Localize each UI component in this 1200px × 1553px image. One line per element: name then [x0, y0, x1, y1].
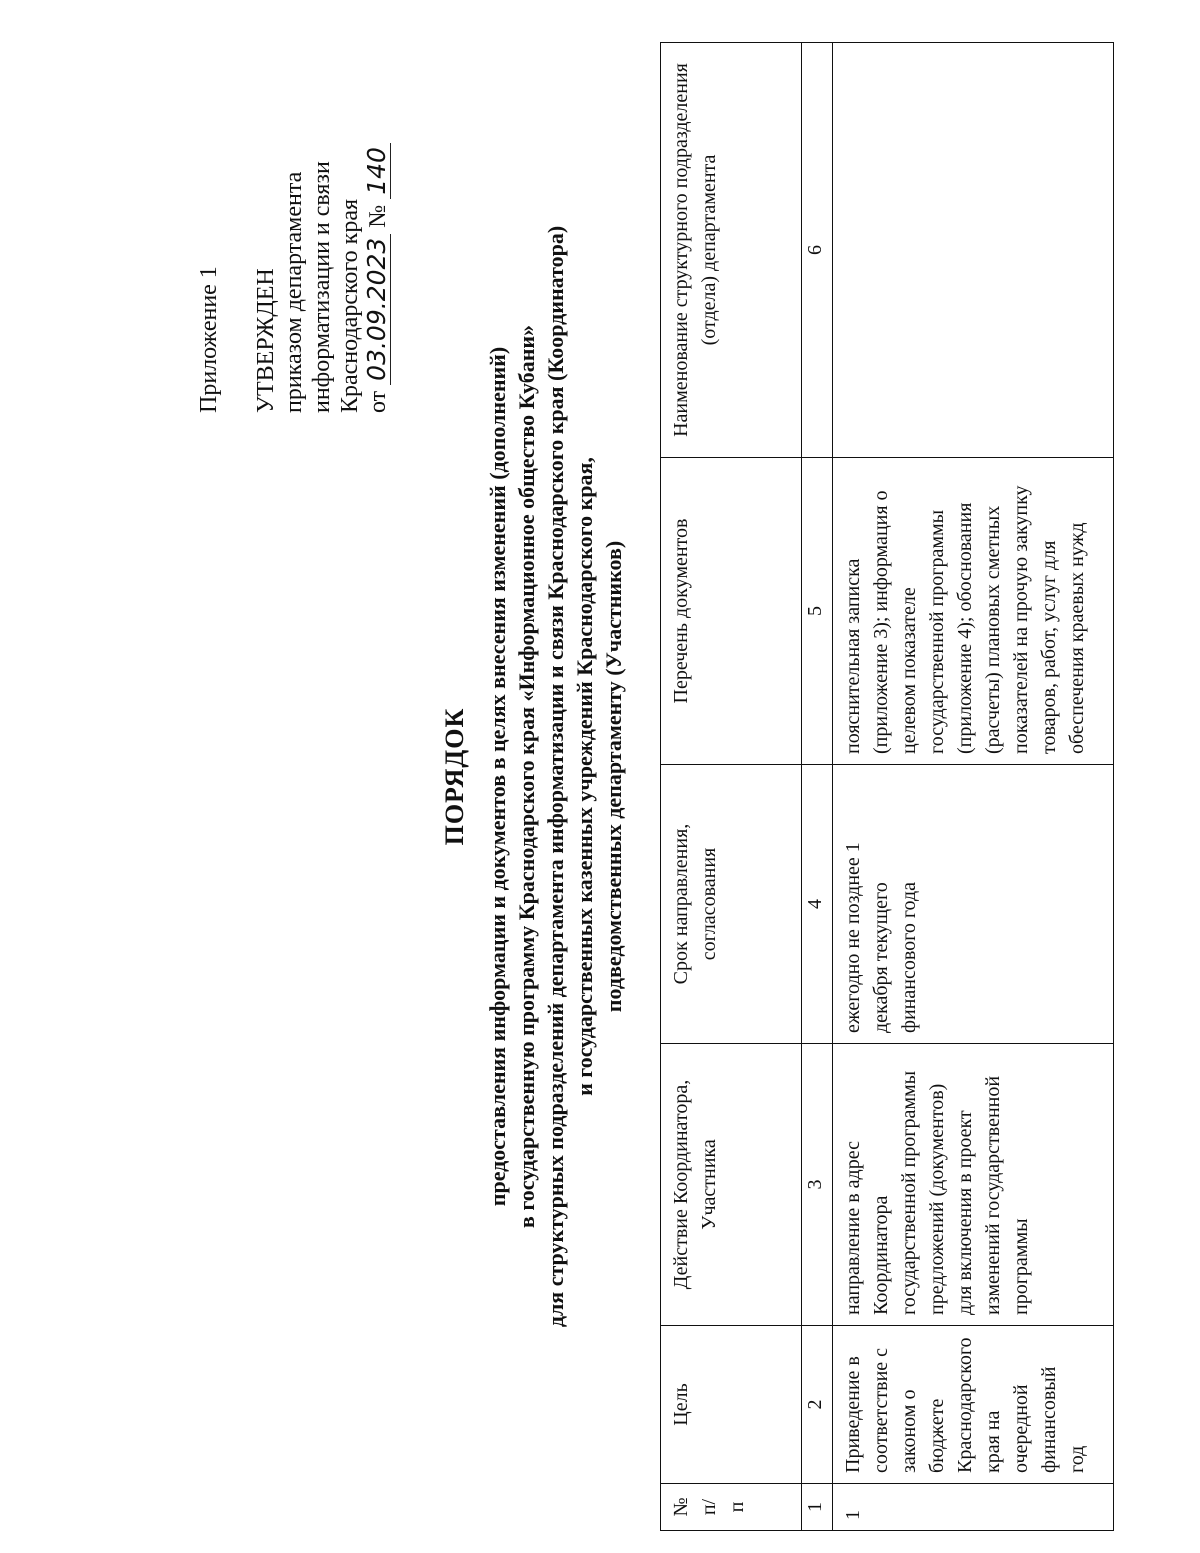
annex-label: Приложение 1 [196, 266, 222, 413]
department-cell [833, 43, 1114, 458]
approval-date-line [364, 13, 392, 413]
header-cell-action: Действие Координатора, Участника [661, 1044, 802, 1326]
approved-by-line: Краснодарского края [337, 198, 363, 413]
title-line: для структурных подразделений департамента информатизации и связи Краснодарского края (Координатора) [543, 225, 568, 1328]
row-number-cell: 1 [833, 1484, 1114, 1531]
column-number: 3 [802, 1044, 833, 1326]
column-number: 5 [802, 458, 833, 765]
header-cell-number: № п/п [661, 1484, 802, 1531]
title-line: подведомственных департаменту (Участников) [601, 540, 626, 1013]
title-line: и государственных казенных учреждений Краснодарского края, [572, 457, 597, 1096]
column-number: 2 [802, 1326, 833, 1484]
goal-cell: Приведение в соответствие с законом о бюджете Краснодарского края на очередной финансовый год [833, 1326, 1114, 1484]
approval-number: 140 [364, 143, 391, 199]
title-line: в государственную программу Краснодарского края «Информационное общество Кубани» [514, 324, 539, 1229]
documents-cell: пояснительная записка (приложение 3); информация о целевом показателе государственной программы (приложение 4); обоснования (расчеты) плановых сметных показателей на прочую закупку товаров, работ, услуг для обеспечения краевых нужд [833, 458, 1114, 765]
approved-by-line: информатизации и связи [309, 161, 335, 413]
column-number: 4 [802, 765, 833, 1044]
header-cell-deadline: Срок направления, согласования [661, 765, 802, 1044]
document-title: ПОРЯДОК [440, 707, 469, 846]
approved-label: УТВЕРЖДЕН [253, 268, 279, 413]
title-line: предоставления информации и документов в целях внесения изменений (дополнений) [485, 346, 510, 1207]
procedure-table [660, 42, 1114, 1531]
approval-stamp [252, 13, 392, 413]
title-block [440, 0, 628, 1553]
approval-date: 03.09.2023 [364, 234, 391, 385]
header-cell-goal: Цель [661, 1326, 802, 1484]
date-prefix: от [365, 390, 391, 413]
table-header-row [661, 43, 802, 1531]
header-cell-department: Наименование структурного подразделения (отдела) департамента [661, 43, 802, 458]
column-number: 1 [802, 1484, 833, 1531]
column-number-row [802, 43, 833, 1531]
deadline-cell: ежегодно не позднее 1 декабря текущего финансового года [833, 765, 1114, 1044]
number-prefix: № [365, 204, 391, 228]
action-cell: направление в адрес Координатора государственной программы предложений (документов) для включения в проект изменений государственной программы [833, 1044, 1114, 1326]
approved-by-line: приказом департамента [281, 171, 307, 413]
header-cell-documents: Перечень документов [661, 458, 802, 765]
table-row [833, 43, 1114, 1531]
column-number: 6 [802, 43, 833, 458]
